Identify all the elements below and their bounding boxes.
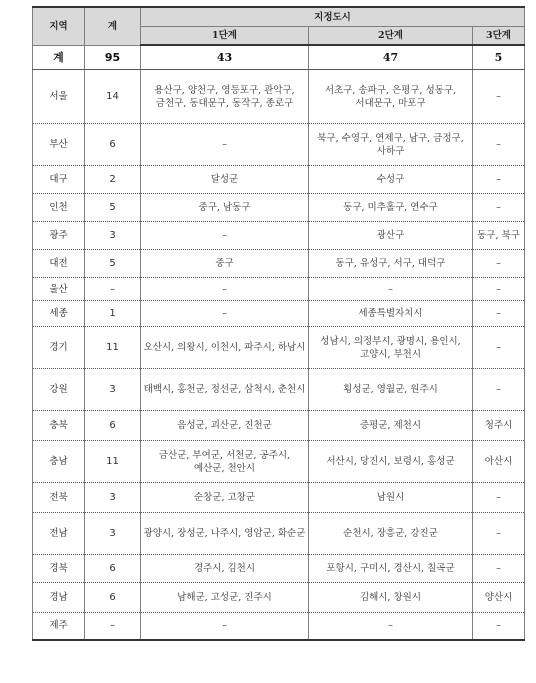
row-count: 6 xyxy=(85,411,141,441)
row-count: 14 xyxy=(85,70,141,124)
row-stage3: – xyxy=(473,166,525,194)
row-region: 경북 xyxy=(33,555,85,583)
row-stage1: – xyxy=(141,222,309,250)
row-region: 제주 xyxy=(33,613,85,640)
row-count: 6 xyxy=(85,583,141,613)
row-stage2: 증평군, 제천시 xyxy=(309,411,473,441)
row-stage1: – xyxy=(141,124,309,166)
designated-cities-table-wrapper xyxy=(32,6,524,641)
row-stage1: 용산구, 양천구, 영등포구, 관악구, 금천구, 동대문구, 동작구, 종로구 xyxy=(141,70,309,124)
row-stage2: 김해시, 창원시 xyxy=(309,583,473,613)
row-count: 3 xyxy=(85,513,141,555)
table-row xyxy=(33,166,525,194)
row-stage2: 성남시, 의정부시, 광명시, 용인시, 고양시, 부천시 xyxy=(309,327,473,369)
row-region: 광주 xyxy=(33,222,85,250)
row-stage2: 횡성군, 영월군, 원주시 xyxy=(309,369,473,411)
table-row xyxy=(33,70,525,124)
total-count: 95 xyxy=(85,45,141,70)
row-count: 2 xyxy=(85,166,141,194)
table-row xyxy=(33,369,525,411)
row-stage2: 동구, 유성구, 서구, 대덕구 xyxy=(309,250,473,278)
table-row xyxy=(33,513,525,555)
row-count: 1 xyxy=(85,301,141,327)
row-stage3: – xyxy=(473,124,525,166)
row-stage1: 음성군, 괴산군, 진천군 xyxy=(141,411,309,441)
row-region: 충북 xyxy=(33,411,85,441)
total-region: 계 xyxy=(33,45,85,70)
row-region: 세종 xyxy=(33,301,85,327)
row-stage1: 경주시, 김천시 xyxy=(141,555,309,583)
row-stage3: 동구, 북구 xyxy=(473,222,525,250)
total-stage1: 43 xyxy=(141,45,309,70)
row-stage2: 서산시, 당진시, 보령시, 홍성군 xyxy=(309,441,473,483)
row-stage2: – xyxy=(309,613,473,640)
row-stage2: 남원시 xyxy=(309,483,473,513)
row-stage2: 북구, 수영구, 연제구, 남구, 금정구, 사하구 xyxy=(309,124,473,166)
designated-cities-table xyxy=(32,6,525,641)
row-stage1: 달성군 xyxy=(141,166,309,194)
row-stage3: – xyxy=(473,194,525,222)
row-stage2: – xyxy=(309,278,473,301)
table-row xyxy=(33,613,525,640)
row-stage1: 태백시, 홍천군, 정선군, 삼척시, 춘천시 xyxy=(141,369,309,411)
row-stage3: – xyxy=(473,278,525,301)
total-row xyxy=(33,45,525,70)
row-region: 강원 xyxy=(33,369,85,411)
row-stage2: 포항시, 구미시, 경산시, 칠곡군 xyxy=(309,555,473,583)
row-count: 11 xyxy=(85,441,141,483)
row-stage1: 금산군, 부여군, 서천군, 공주시, 예산군, 천안시 xyxy=(141,441,309,483)
table-body xyxy=(33,45,525,640)
table-row xyxy=(33,301,525,327)
row-stage2: 세종특별자치시 xyxy=(309,301,473,327)
table-row xyxy=(33,124,525,166)
row-stage2: 서초구, 송파구, 은평구, 성동구, 서대문구, 마포구 xyxy=(309,70,473,124)
table-row xyxy=(33,555,525,583)
row-region: 서울 xyxy=(33,70,85,124)
table-row xyxy=(33,411,525,441)
table-row xyxy=(33,483,525,513)
row-stage1: – xyxy=(141,613,309,640)
total-stage2: 47 xyxy=(309,45,473,70)
row-region: 인천 xyxy=(33,194,85,222)
row-stage3: – xyxy=(473,555,525,583)
row-stage2: 동구, 미추홀구, 연수구 xyxy=(309,194,473,222)
row-region: 대전 xyxy=(33,250,85,278)
row-stage1: 오산시, 의왕시, 이천시, 파주시, 하남시 xyxy=(141,327,309,369)
row-count: – xyxy=(85,613,141,640)
table-row xyxy=(33,278,525,301)
row-count: 11 xyxy=(85,327,141,369)
row-region: 전북 xyxy=(33,483,85,513)
row-stage2: 순천시, 장흥군, 강진군 xyxy=(309,513,473,555)
row-region: 경기 xyxy=(33,327,85,369)
table-row xyxy=(33,441,525,483)
row-stage3: – xyxy=(473,70,525,124)
row-stage1: 광양시, 장성군, 나주시, 영암군, 화순군 xyxy=(141,513,309,555)
row-stage3: 청주시 xyxy=(473,411,525,441)
table-row xyxy=(33,250,525,278)
row-stage1: – xyxy=(141,301,309,327)
table-row xyxy=(33,583,525,613)
row-stage3: – xyxy=(473,250,525,278)
row-count: 3 xyxy=(85,483,141,513)
row-count: 6 xyxy=(85,555,141,583)
row-stage1: 중구 xyxy=(141,250,309,278)
header-designated: 지정도시 xyxy=(141,7,525,27)
row-region: 충남 xyxy=(33,441,85,483)
header-region: 지역 xyxy=(33,7,85,45)
row-count: 6 xyxy=(85,124,141,166)
row-stage3: – xyxy=(473,483,525,513)
row-stage1: – xyxy=(141,278,309,301)
row-region: 대구 xyxy=(33,166,85,194)
row-count: 3 xyxy=(85,369,141,411)
row-stage1: 남해군, 고성군, 진주시 xyxy=(141,583,309,613)
row-stage2: 광산구 xyxy=(309,222,473,250)
row-stage1: 중구, 남동구 xyxy=(141,194,309,222)
row-stage3: 아산시 xyxy=(473,441,525,483)
table-row xyxy=(33,327,525,369)
row-count: 5 xyxy=(85,194,141,222)
row-stage3: – xyxy=(473,613,525,640)
header-stage3: 3단계 xyxy=(473,27,525,46)
row-stage3: – xyxy=(473,513,525,555)
row-count: – xyxy=(85,278,141,301)
table-header xyxy=(33,7,525,45)
row-stage1: 순창군, 고창군 xyxy=(141,483,309,513)
row-count: 3 xyxy=(85,222,141,250)
row-stage3: 양산시 xyxy=(473,583,525,613)
table-row xyxy=(33,222,525,250)
row-count: 5 xyxy=(85,250,141,278)
header-count: 계 xyxy=(85,7,141,45)
row-stage3: – xyxy=(473,327,525,369)
row-stage3: – xyxy=(473,369,525,411)
table-row xyxy=(33,194,525,222)
row-region: 전남 xyxy=(33,513,85,555)
row-region: 경남 xyxy=(33,583,85,613)
row-stage3: – xyxy=(473,301,525,327)
header-stage2: 2단계 xyxy=(309,27,473,46)
row-region: 부산 xyxy=(33,124,85,166)
header-stage1: 1단계 xyxy=(141,27,309,46)
row-stage2: 수성구 xyxy=(309,166,473,194)
total-stage3: 5 xyxy=(473,45,525,70)
row-region: 울산 xyxy=(33,278,85,301)
